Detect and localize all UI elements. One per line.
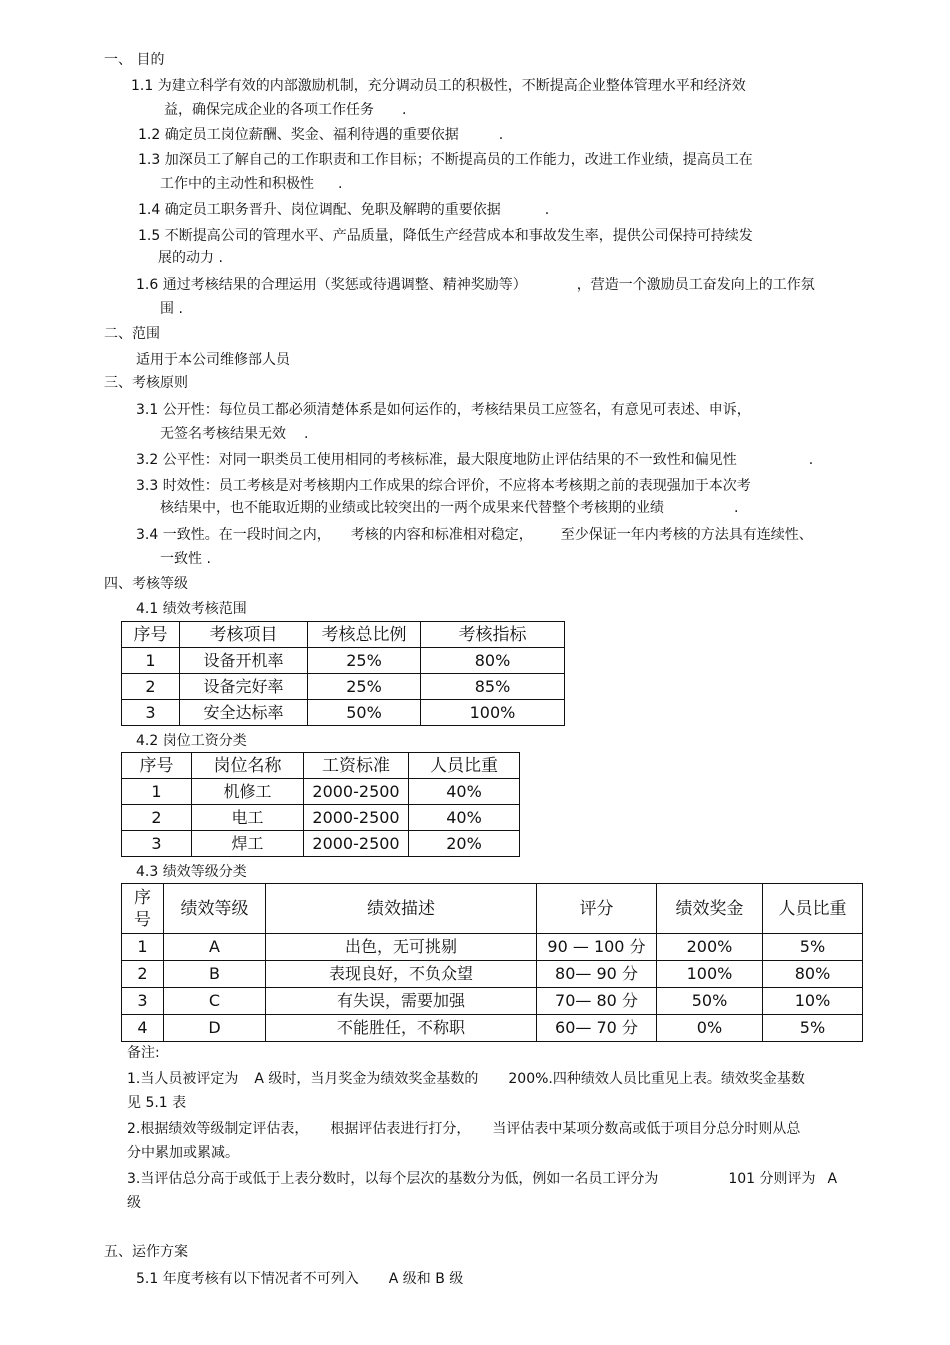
table-cell: 25% [308, 674, 421, 700]
table-cell: 50% [308, 700, 421, 726]
table-row [122, 988, 863, 1015]
table-cell: 60— 70 分 [537, 1015, 657, 1042]
table-header-cell: 工资标准 [304, 753, 409, 779]
table-header-cell: 考核总比例 [308, 622, 421, 648]
item-1-5-line1: 1.5 不断提高公司的管理水平、产品质量，降低生产经营成本和事故发生率，提供公司保持可持续发 [138, 228, 753, 244]
item-1-4: 1.4 确定员工职务晋升、岗位调配、免职及解聘的重要依据 . [138, 202, 550, 218]
table-row [122, 961, 863, 988]
note-1-line2: 见 5.1 表 [127, 1095, 187, 1111]
section-heading-scope: 二、范围 [104, 326, 160, 342]
table-cell: 80% [763, 961, 863, 988]
table-cell: 85% [421, 674, 565, 700]
item-3-4-line1: 3.4 一致性。在一段时间之内， 考核的内容和标准相对稳定， 至少保证一年内考核的方法具有连续性、 [136, 527, 813, 543]
table3-caption: 4.3 绩效等级分类 [136, 864, 247, 880]
item-1-3-line1: 1.3 加深员工了解自己的工作职责和工作目标；不断提高员的工作能力，改进工作业绩，提高员工在 [138, 152, 753, 168]
table-cell: 安全达标率 [180, 700, 308, 726]
table-cell: 2000-2500 [304, 805, 409, 831]
performance-grade-table [121, 883, 863, 1042]
item-3-2: 3.2 公平性：对同一职类员工使用相同的考核标准，最大限度地防止评估结果的不一致性和偏见性 . [136, 452, 814, 468]
table-cell: 40% [409, 779, 520, 805]
table-header-cell: 考核指标 [421, 622, 565, 648]
table-cell: C [164, 988, 266, 1015]
table-row [122, 674, 565, 700]
table-cell: 1 [122, 934, 164, 961]
table-cell: 出色，无可挑剔 [266, 934, 537, 961]
table-cell: 有失误，需要加强 [266, 988, 537, 1015]
table-header-cell: 序号 [122, 622, 180, 648]
note-1-line1: 1.当人员被评定为 A 级时，当月奖金为绩效奖金基数的 200%.四种绩效人员比重见上表。绩效奖金基数 [127, 1071, 805, 1087]
table-row [122, 700, 565, 726]
table-cell: 90 — 100 分 [537, 934, 657, 961]
table-row [122, 934, 863, 961]
table-cell: 10% [763, 988, 863, 1015]
table2-caption: 4.2 岗位工资分类 [136, 733, 247, 749]
table-cell: 70— 80 分 [537, 988, 657, 1015]
table-cell: 2000-2500 [304, 779, 409, 805]
table-cell: 2000-2500 [304, 831, 409, 857]
table-header-cell: 绩效等级 [164, 884, 266, 934]
table-cell: 电工 [192, 805, 304, 831]
table-cell: 40% [409, 805, 520, 831]
section-heading-grades: 四、考核等级 [104, 576, 188, 592]
table-header-cell: 人员比重 [763, 884, 863, 934]
item-1-6-line2: 围 . [160, 301, 183, 317]
table-cell: 0% [657, 1015, 763, 1042]
note-2-line1: 2.根据绩效等级制定评估表， 根据评估表进行打分， 当评估表中某项分数高或低于项目分总分时则从总 [127, 1121, 801, 1137]
table-row [122, 779, 520, 805]
item-1-3-line2: 工作中的主动性和积极性 . [160, 176, 343, 192]
item-5-1: 5.1 年度考核有以下情况者不可列入 A 级和 B 级 [136, 1271, 464, 1287]
item-1-1-line1: 1.1 为建立科学有效的内部激励机制，充分调动员工的积极性，不断提高企业整体管理水平和经济效 [131, 78, 746, 94]
table-cell: 5% [763, 1015, 863, 1042]
table-cell: 100% [421, 700, 565, 726]
table-cell: 20% [409, 831, 520, 857]
scope-text: 适用于本公司维修部人员 [136, 352, 290, 368]
table-cell: B [164, 961, 266, 988]
item-3-1-line1: 3.1 公开性：每位员工都必须清楚体系是如何运作的，考核结果员工应签名，有意见可表述、申诉， [136, 402, 751, 418]
table-cell: 2 [122, 674, 180, 700]
table-header-cell: 序号 [122, 753, 192, 779]
table-cell: D [164, 1015, 266, 1042]
section-heading-operation: 五、运作方案 [104, 1244, 188, 1260]
note-2-line2: 分中累加或累减。 [127, 1145, 239, 1161]
table-cell: 1 [122, 648, 180, 674]
item-3-4-line2: 一致性 . [160, 551, 211, 567]
table-header-row [122, 622, 565, 648]
table-header-row [122, 884, 863, 934]
table-cell: 设备开机率 [180, 648, 308, 674]
notes-title: 备注: [127, 1045, 160, 1061]
table-row [122, 1015, 863, 1042]
table-cell: 焊工 [192, 831, 304, 857]
table-header-cell: 序号 [122, 884, 164, 934]
note-3-line1: 3.当评估总分高于或低于上表分数时，以每个层次的基数分为低，例如一名员工评分为 101 分则评为 A [127, 1171, 838, 1187]
table-cell: 50% [657, 988, 763, 1015]
table-cell: 不能胜任，不称职 [266, 1015, 537, 1042]
table-cell: 80— 90 分 [537, 961, 657, 988]
table-row [122, 805, 520, 831]
table-header-row [122, 753, 520, 779]
table-cell: 4 [122, 1015, 164, 1042]
item-1-5-line2: 展的动力 . [158, 250, 223, 266]
performance-scope-table [121, 621, 565, 726]
table-cell: 设备完好率 [180, 674, 308, 700]
table-cell: 2 [122, 805, 192, 831]
section-heading-principles: 三、考核原则 [104, 375, 188, 391]
table-header-cell: 岗位名称 [192, 753, 304, 779]
table-header-cell: 绩效描述 [266, 884, 537, 934]
table-header-cell: 人员比重 [409, 753, 520, 779]
note-3-line2: 级 [127, 1195, 141, 1211]
table-cell: 5% [763, 934, 863, 961]
item-3-3-line1: 3.3 时效性：员工考核是对考核期内工作成果的综合评价，不应将本考核期之前的表现强加于本次考 [136, 478, 751, 494]
section-heading-purpose: 一、 目的 [104, 52, 165, 68]
position-salary-table [121, 752, 520, 857]
table-cell: A [164, 934, 266, 961]
table-cell: 2 [122, 961, 164, 988]
item-1-6-line1: 1.6 通过考核结果的合理运用（奖惩或待遇调整、精神奖励等） ，营造一个激励员工奋发向上的工作氛 [136, 277, 815, 293]
table-cell: 25% [308, 648, 421, 674]
table1-caption: 4.1 绩效考核范围 [136, 601, 247, 617]
item-1-1-line2: 益，确保完成企业的各项工作任务 . [164, 102, 407, 118]
table-cell: 80% [421, 648, 565, 674]
table-header-cell: 考核项目 [180, 622, 308, 648]
table-cell: 200% [657, 934, 763, 961]
table-cell: 机修工 [192, 779, 304, 805]
table-cell: 表现良好，不负众望 [266, 961, 537, 988]
item-3-1-line2: 无签名考核结果无效 . [160, 426, 309, 442]
table-cell: 3 [122, 831, 192, 857]
table-cell: 3 [122, 700, 180, 726]
table-cell: 1 [122, 779, 192, 805]
item-3-3-line2: 核结果中，也不能取近期的业绩或比较突出的一两个成果来代替整个考核期的业绩 . [160, 500, 739, 516]
table-cell: 3 [122, 988, 164, 1015]
item-1-2: 1.2 确定员工岗位薪酬、奖金、福利待遇的重要依据 . [138, 127, 504, 143]
table-row [122, 648, 565, 674]
table-row [122, 831, 520, 857]
table-cell: 100% [657, 961, 763, 988]
table-header-cell: 评分 [537, 884, 657, 934]
table-header-cell: 绩效奖金 [657, 884, 763, 934]
